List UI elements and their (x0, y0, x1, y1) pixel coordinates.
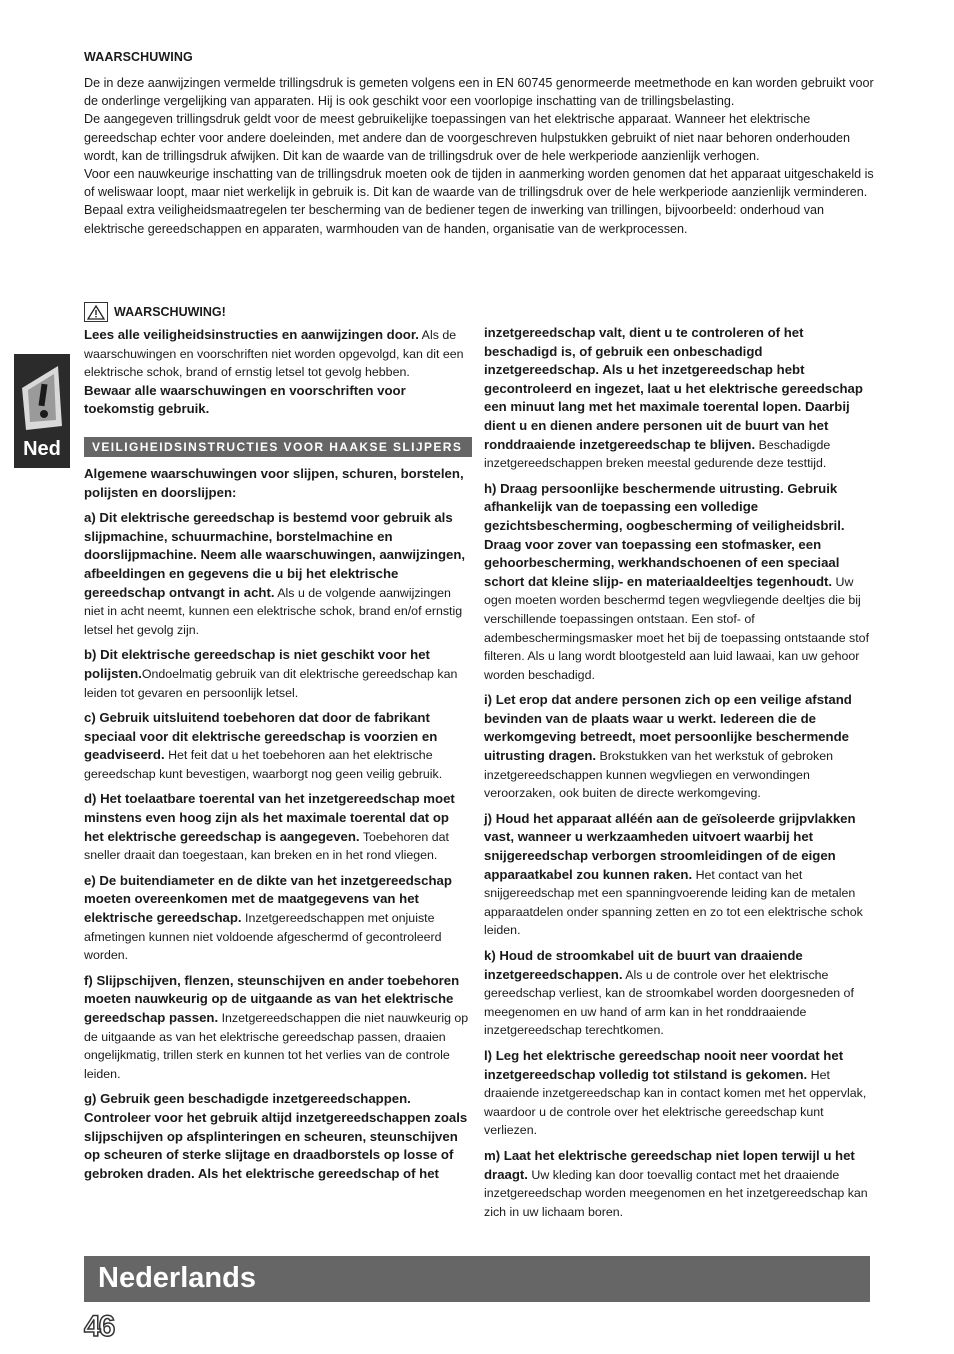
instruction-item: inzetgereedschap valt, dient u te controleren of het beschadigd is, of gebruik een onbeschadigd inzetgereedschap. Als u het inzetgereedschap hebt gecontroleerd en ingezet, laat u het elektrische gereedschap een minuut lang met het maximale toerental lopen. Daarbij dient u en dienen andere personen uit de buurt van het ronddraaiende inzetgereedschap te blijven. Beschadigde inzetgereedschappen breken meestal gedurende deze testtijd. (484, 325, 863, 471)
warning-intro: Lees alle veiligheidsinstructies en aanwijzingen door. Als de waarschuwingen en voorschriften niet worden opgevolgd, kan dit een elektrische schok, brand of ernstig letsel tot gevolg hebben. Bewaar alle waarschuwingen en voorschriften voor toekomstig gebruik. (84, 327, 464, 417)
general-warnings-heading: Algemene waarschuwingen voor slijpen, schuren, borstelen, polijsten en doorslijpen: (84, 465, 464, 500)
vibration-paragraph: Bepaal extra veiligheidsmaatregelen ter bescherming van de bediener tegen de inwerking van trillingen, bijvoorbeeld: onderhoud van elektrische gereedschappen en apparaten, warmhouden van de handen, organisatie van de werkprocessen. (84, 203, 825, 236)
page-number: 46 (84, 1310, 114, 1343)
instruction-item: h) Draag persoonlijke beschermende uitrusting. Gebruik afhankelijk van de toepassing een volledige gezichtsbescherming, oogbescherming of veiligheidsbril. Draag voor zover van toepassing een stofmasker, een gehoorbescherming, werkhandschoenen of een speciaal schort dat kleine slijp- en materiaaldeeltjes tegenhoudt. Uw ogen moeten worden beschermd tegen wegvliegende deeltjes die bij verschillende toepassingen ontstaan. Een stof- of adembeschermingsmasker moet het bij de toepassing ontstaande stof filteren. Als u lang wordt blootgesteld aan luid lawaai, kan uw gehoor worden beschadigd. (484, 480, 870, 682)
instruction-item: a) Dit elektrische gereedschap is bestemd voor gebruik als slijpmachine, schuurmachine, borstelmachine en doorslijpmachine. Neem alle waarschuwingen, aanwijzingen, afbeeldingen en gegevens die u bij het elektrische gereedschap ontvangt in acht. Als u de volgende aanwijzingen niet in acht neemt, kunnen een elektrische schok, brand en/of ernstig letsel het gevolg zijn. (84, 510, 466, 637)
vibration-paragraph: Voor een nauwkeurige inschatting van de trillingsdruk moeten ook de tijden in aanmerking worden genomen dat het apparaat uitgeschakeld is of weliswaar loopt, maar niet werkelijk in gebruik is. Dit kan de waarde van de trillingsdruk over de hele werkperiode aanzienlijk verminderen. (84, 167, 874, 200)
instruction-item: d) Het toelaatbare toerental van het inzetgereedschap moet minstens even hoog zijn als het maximale toerental dat op het elektrische gereedschap is aangegeven. Toebehoren dat sneller draait dan toegestaan, kan breken en in het rond vliegen. (84, 791, 455, 863)
instruction-item: k) Houd de stroomkabel uit de buurt van draaiende inzetgereedschappen. Als u de controle over het elektrische gereedschap verliest, kan de stroomkabel worden doorgesneden of meegenomen en uw hand of arm kan in het ronddraaiende inzetgereedschap terechtkomen. (484, 948, 854, 1038)
footer-language-bar (84, 1256, 870, 1302)
instruction-item: b) Dit elektrische gereedschap is niet geschikt voor het polijsten.Ondoelmatig gebruik van dit elektrische gereedschap kan leiden tot gevaren en persoonlijk letsel. (84, 647, 458, 700)
instruction-item: i) Let erop dat andere personen zich op een veilige afstand bevinden van de plaats waar u werkt. Iedereen die de werkomgeving betreedt, moet persoonlijke beschermende uitrusting dragen. Brokstukken van het werkstuk of gebroken inzetgereedschappen kunnen wegvliegen en verwondingen veroorzaken, ook buiten de directe werkomgeving. (484, 692, 852, 801)
vibration-warning-section (84, 50, 874, 238)
vibration-paragraph: De aangegeven trillingsdruk geldt voor de meest gebruikelijke toepassingen van het elektrische apparaat. Wanneer het elektrische gereedschap echter voor andere doeleinden, met andere dan de voorgeschreven hulpstukken gebruikt of niet naar behoren onderhouden wordt, kan de trillingsdruk afwijken. Dit kan de waarde van de trillingsdruk over de hele werkperiode aanzienlijk verhogen. (84, 112, 850, 163)
vibration-paragraph: De in deze aanwijzingen vermelde trillingsdruk is gemeten volgens een in EN 60745 genormeerde meetmethode en kan worden gebruikt voor de onderlinge vergelijking van apparaten. Hij is ook geschikt voor een voorlopige inschatting van de trillingsbelasting. (84, 76, 874, 109)
instruction-item: g) Gebruik geen beschadigde inzetgereedschappen. Controleer voor het gebruik altijd inzetgereedschappen zoals slijpschijven op afsplinteringen en scheuren, steunschijven op scheuren of sterke slijtage en draadborstels op losse of gebroken draden. Als het elektrische gereedschap of het (84, 1091, 468, 1181)
instruction-item: f) Slijpschijven, flenzen, steunschijven en ander toebehoren moeten nauwkeurig op de uitgaande as van het elektrische gereedschap passen. Inzetgereedschappen die niet nauwkeurig op de uitgaande as van het elektrische gereedschap passen, draaien ongelijkmatig, trillen sterk en kunnen tot het verlies van de controle leiden. (84, 972, 469, 1081)
language-label: Ned (23, 438, 61, 460)
instruction-item: c) Gebruik uitsluitend toebehoren dat door de fabrikant speciaal voor dit elektrische gereedschap is voorzien en geadviseerd. Het feit dat u het toebehoren aan het elektrische gereedschap kunt bevestigen, waarborgt nog geen veilig gebruik. (84, 710, 443, 781)
language-side-tab (14, 354, 70, 468)
instruction-item: m) Laat het elektrische gereedschap niet lopen terwijl u het draagt. Uw kleding kan door toevallig contact met het draaiende inzetgereedschap worden meegenomen en het inzetgereedschap kan zich in uw lichaam boren. (484, 1147, 868, 1219)
left-column (84, 302, 472, 1190)
section-title-bar: VEILIGHEIDSINSTRUCTIES VOOR HAAKSE SLIJPERS (84, 437, 472, 457)
warning-keep: Bewaar alle waarschuwingen en voorschriften voor toekomstig gebruik. (84, 382, 406, 417)
instruction-item: e) De buitendiameter en de dikte van het inzetgereedschap moeten overeenkomen met de maatgegevens van het elektrische gereedschap. Inzetgereedschappen met onjuiste afmetingen kunnen niet voldoende afgeschermd of gecontroleerd worden. (84, 872, 452, 963)
warning-heading: WAARSCHUWING! (114, 305, 226, 319)
right-column (484, 324, 872, 1228)
warning-icon (84, 302, 108, 322)
vibration-warning-heading: WAARSCHUWING (84, 50, 193, 64)
warning-triangle-icon (18, 360, 66, 432)
instruction-item: l) Leg het elektrische gereedschap nooit neer voordat het inzetgereedschap volledig tot stilstand is gekomen. Het draaiende inzetgereedschap kan in contact komen met het oppervlak, waardoor u de controle over het elektrische gereedschap kunt verliezen. (484, 1047, 867, 1138)
footer-language-title: Nederlands (98, 1262, 256, 1294)
warning-header (84, 302, 472, 322)
instruction-item: j) Houd het apparaat alléén aan de geïsoleerde grijpvlakken vast, wanneer u werkzaamheden uitvoert waarbij het snijgereedschap verborgen stroomleidingen of de eigen apparaatkabel zou kunnen raken. Het contact van het snijgereedschap met een spanningvoerende leiding kan de metalen apparaatdelen onder spanning zetten en zo tot een elektrische schok leiden. (484, 810, 863, 938)
